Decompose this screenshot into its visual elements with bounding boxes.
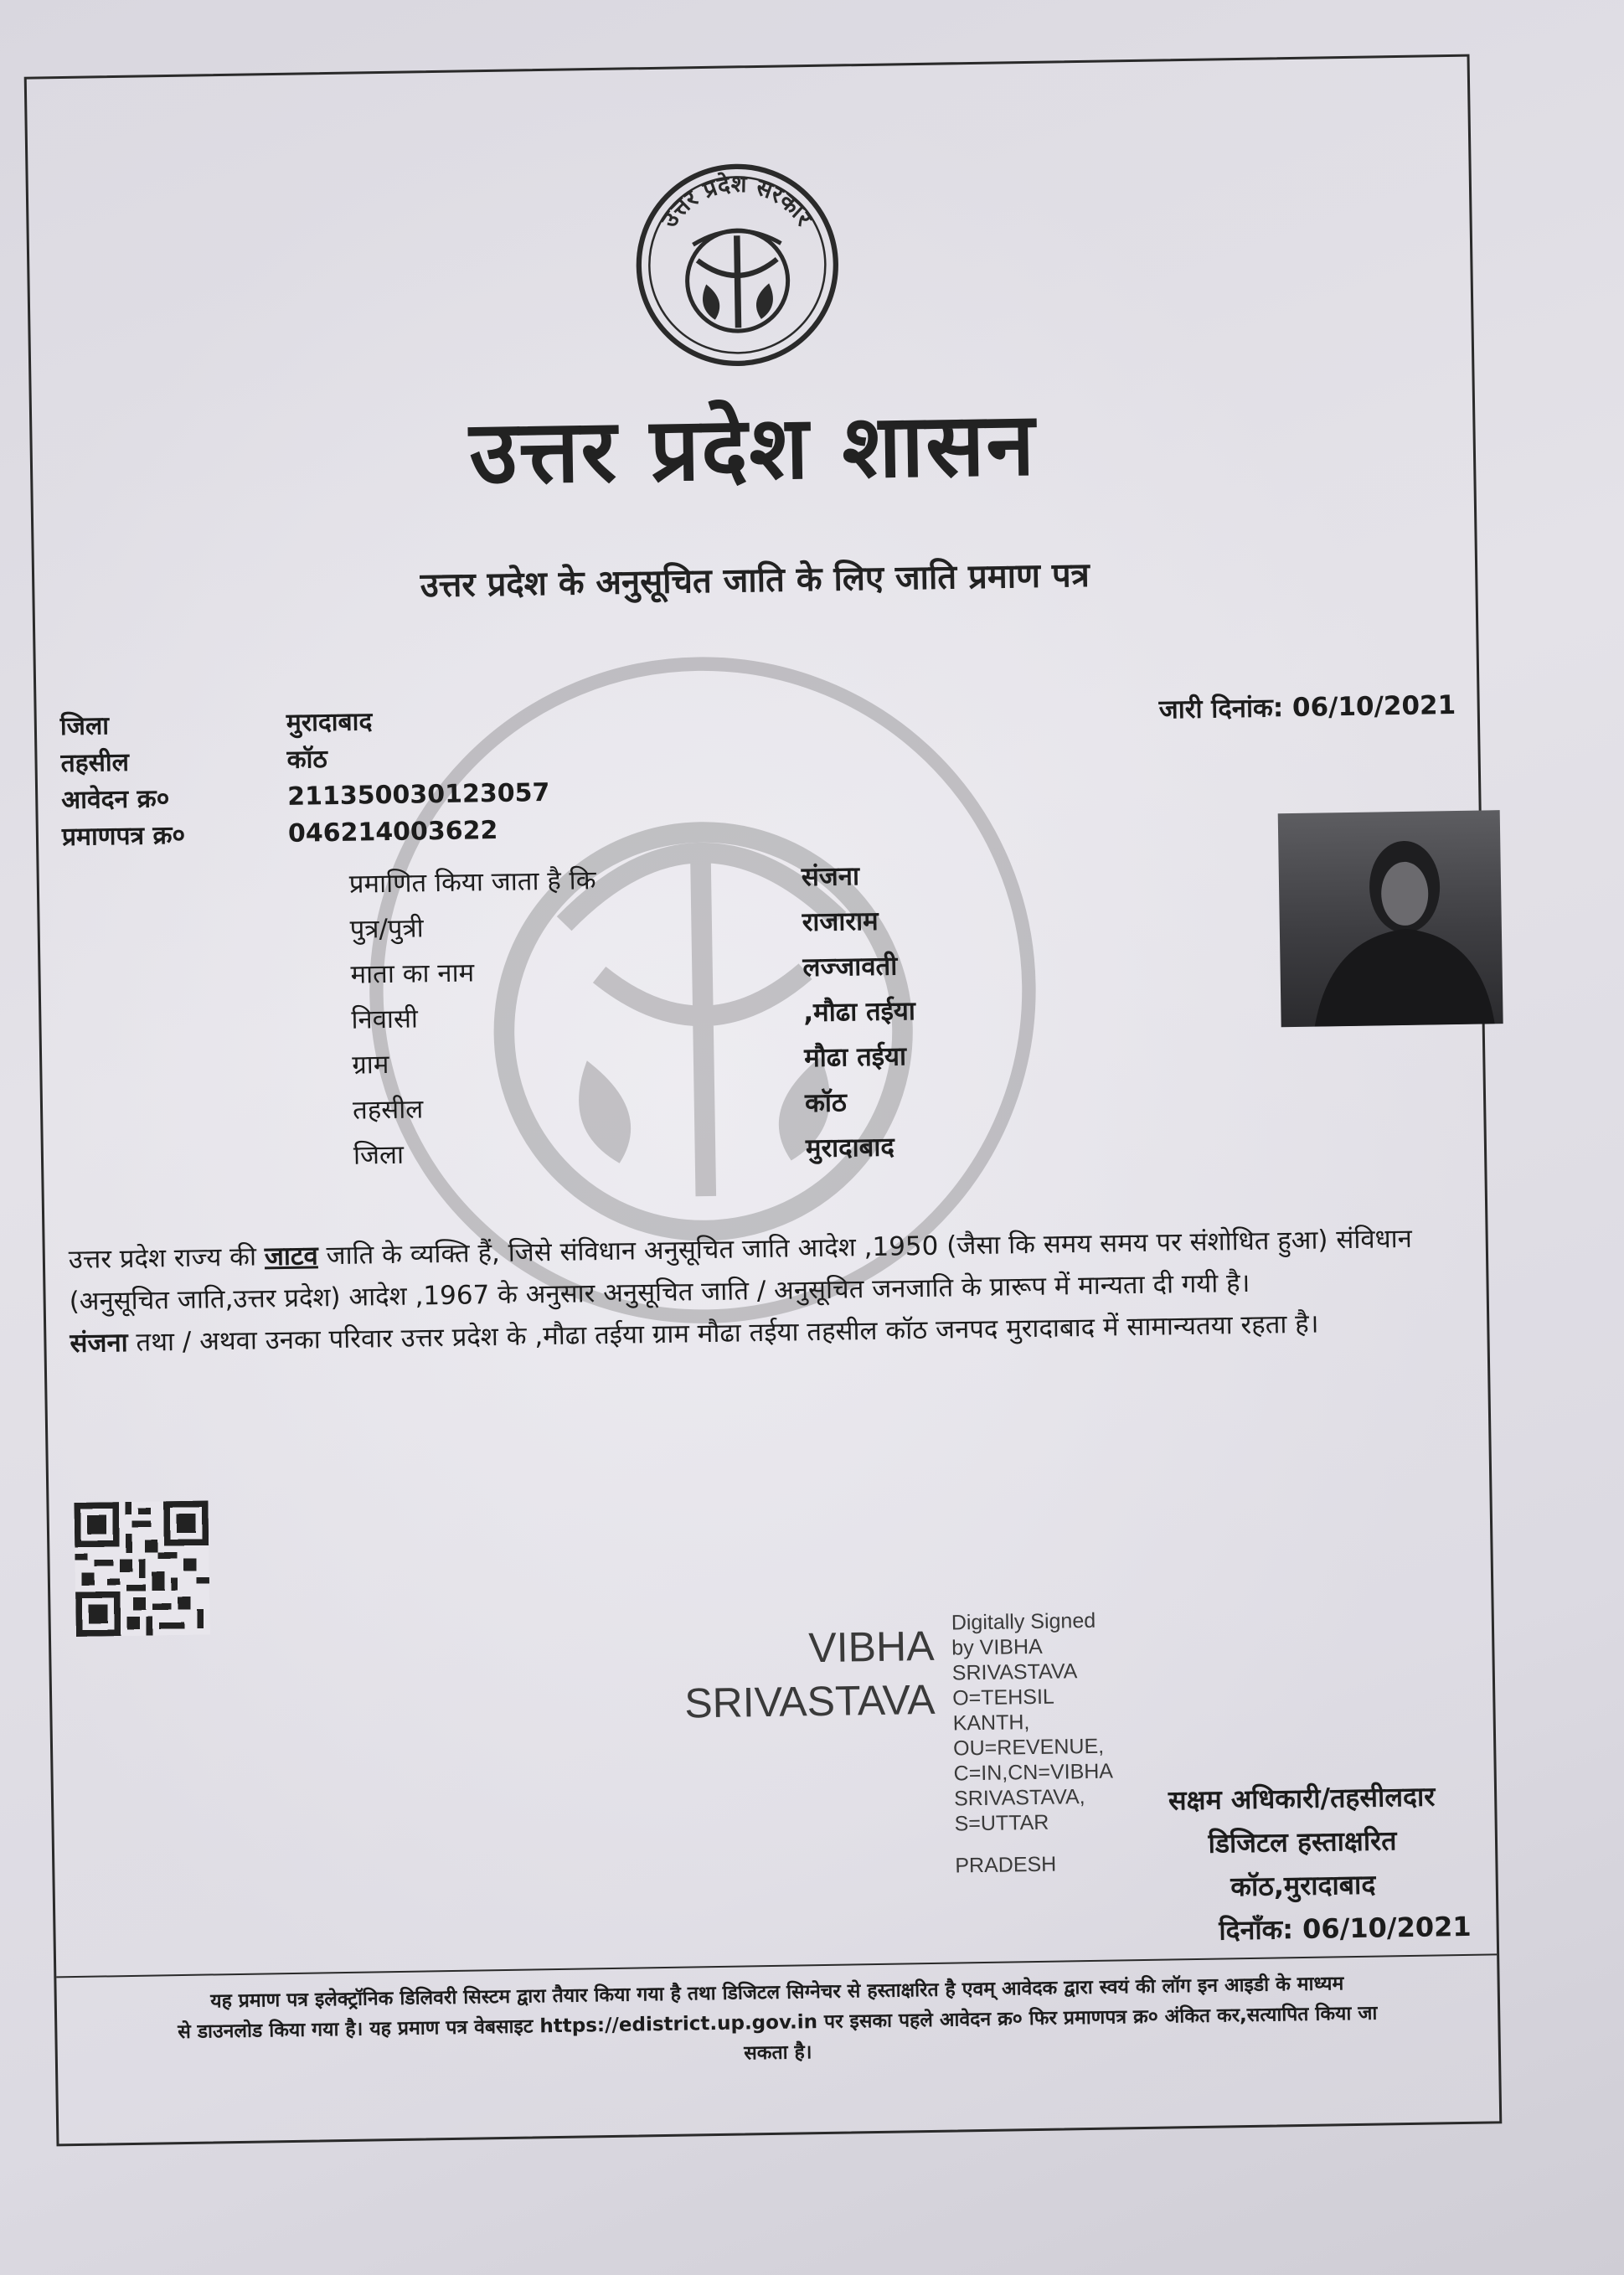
person-label: तहसील [352,1094,424,1126]
certificate-body [68,1217,1485,1365]
svg-text:उत्तर प्रदेश सरकार [654,168,818,234]
person-value: मुरादाबाद [805,1132,895,1164]
qr-code-icon [74,1500,209,1636]
signature-detail-line: KANTH, [952,1710,1030,1736]
caste-name: जाटव [264,1241,318,1272]
authority-place: कॉठ,मुरादाबाद [1230,1868,1376,1903]
signature-detail-line: C=IN,CN=VIBHA [953,1759,1114,1786]
person-label: प्रमाणित किया जाता है कि [348,865,596,900]
meta-value: मुरादाबाद [286,707,373,738]
meta-label: तहसील [60,747,130,779]
applicant-name: संजना [70,1327,128,1359]
body-text-1b: जाति के व्यक्ति हैं, जिसे संविधान अनुसूचित जाति आदेश ,1950 (जैसा कि समय समय पर संशोधित हुआ) संविधान (अनुसूचित जाति,उत्तर प्रदेश) आदेश ,1967 के अनुसार अनुसूचित जाति / अनुसूचित जनजाति के प्रारूप में मान्यता दी गयी है। [69,1223,1413,1318]
person-value: ,मौढा तईया [803,996,916,1029]
person-value: लज्जावती [802,951,898,983]
verification-footer [70,1967,1486,2080]
person-value: कॉठ [804,1087,848,1119]
meta-value: कॉठ [286,745,328,775]
person-label: माता का नाम [350,957,475,990]
footer-line: सकता है। [744,2041,812,2065]
person-value: राजाराम [802,905,879,938]
meta-value: 211350030123057 [286,777,550,812]
issuing-authority [1126,1774,1480,1954]
application-meta [60,701,551,856]
meta-label: आवेदन क्र० [61,784,170,816]
digital-signature-name [683,1619,936,1731]
footer-line: से डाउनलोड किया गया है। यह प्रमाण पत्र वेबसाइट https://edistrict.up.gov.in पर इसका पहले आवेदन क्र० फिर प्रमाणपत्र क्र० अंकित कर,सत्यापित किया जा [178,2002,1378,2044]
meta-value: 046214003622 [287,815,498,849]
certificate-subtitle: उत्तर प्रदेश के अनुसूचित जाति के लिए जाति प्रमाण पत्र [420,555,1090,606]
signature-detail-line: S=UTTAR [954,1810,1049,1836]
signature-detail-line: SRIVASTAVA [951,1659,1078,1685]
signer-last-name: SRIVASTAVA [683,1675,936,1727]
person-label: पुत्र/पुत्री [349,913,424,945]
issue-date-value: 06/10/2021 [1291,689,1456,724]
person-silhouette-icon [1278,810,1503,1027]
signer-first-name: VIBHA [807,1622,935,1672]
person-label: निवासी [351,1003,419,1035]
issue-date-label: जारी दिनांक: [1158,693,1284,725]
body-text-1a: उत्तर प्रदेश राज्य की [68,1241,266,1276]
emblem-arc-text: उत्तर प्रदेश सरकार [655,170,818,233]
person-label: ग्राम [352,1050,389,1081]
signature-detail-line: OU=REVENUE, [952,1734,1105,1761]
up-government-emblem-icon [631,158,843,371]
meta-label: जिला [59,711,110,742]
body-text-2: तथा / अथवा उनका परिवार उत्तर प्रदेश के ,मौढा तईया ग्राम मौढा तईया तहसील कॉठ जनपद मुरादाबाद में सामान्यतया रहता है। [127,1308,1319,1358]
signature-detail-line: Digitally Signed [951,1608,1096,1635]
authority-date: दिनॉंक: 06/10/2021 [1218,1910,1472,1947]
authority-designation: सक्षम अधिकारी/तहसीलदार [1168,1780,1436,1817]
person-details [348,853,917,1179]
signature-detail-line: by VIBHA [951,1634,1043,1660]
person-value: मौढा तईया [803,1041,907,1074]
meta-label: प्रमाणपत्र क्र० [61,820,186,853]
signature-detail-line: SRIVASTAVA, [953,1785,1085,1811]
applicant-photo [1278,810,1503,1027]
digital-signature-details [951,1608,1115,1879]
meta-row [62,812,551,856]
person-value: संजना [801,861,860,893]
person-row [353,1124,918,1179]
certificate-sheet [24,54,1503,2147]
person-label: जिला [353,1139,405,1171]
signature-detail-line: PRADESH [955,1852,1057,1878]
signature-detail-line: O=TEHSIL [952,1684,1055,1710]
footer-line: यह प्रमाण पत्र इलेक्ट्रॉनिक डिलिवरी सिस्टम द्वारा तैयार किया गया है तथा डिजिटल सिग्नेचर से हस्ताक्षरित है एवम् आवेदक द्वारा स्वयं की लॉग इन आइडी के माध्यम [210,1973,1344,2013]
issue-date [1158,687,1456,727]
document-title: उत्तर प्रदेश शासन [468,392,1037,504]
authority-signed: डिजिटल हस्ताक्षरित [1208,1824,1397,1860]
